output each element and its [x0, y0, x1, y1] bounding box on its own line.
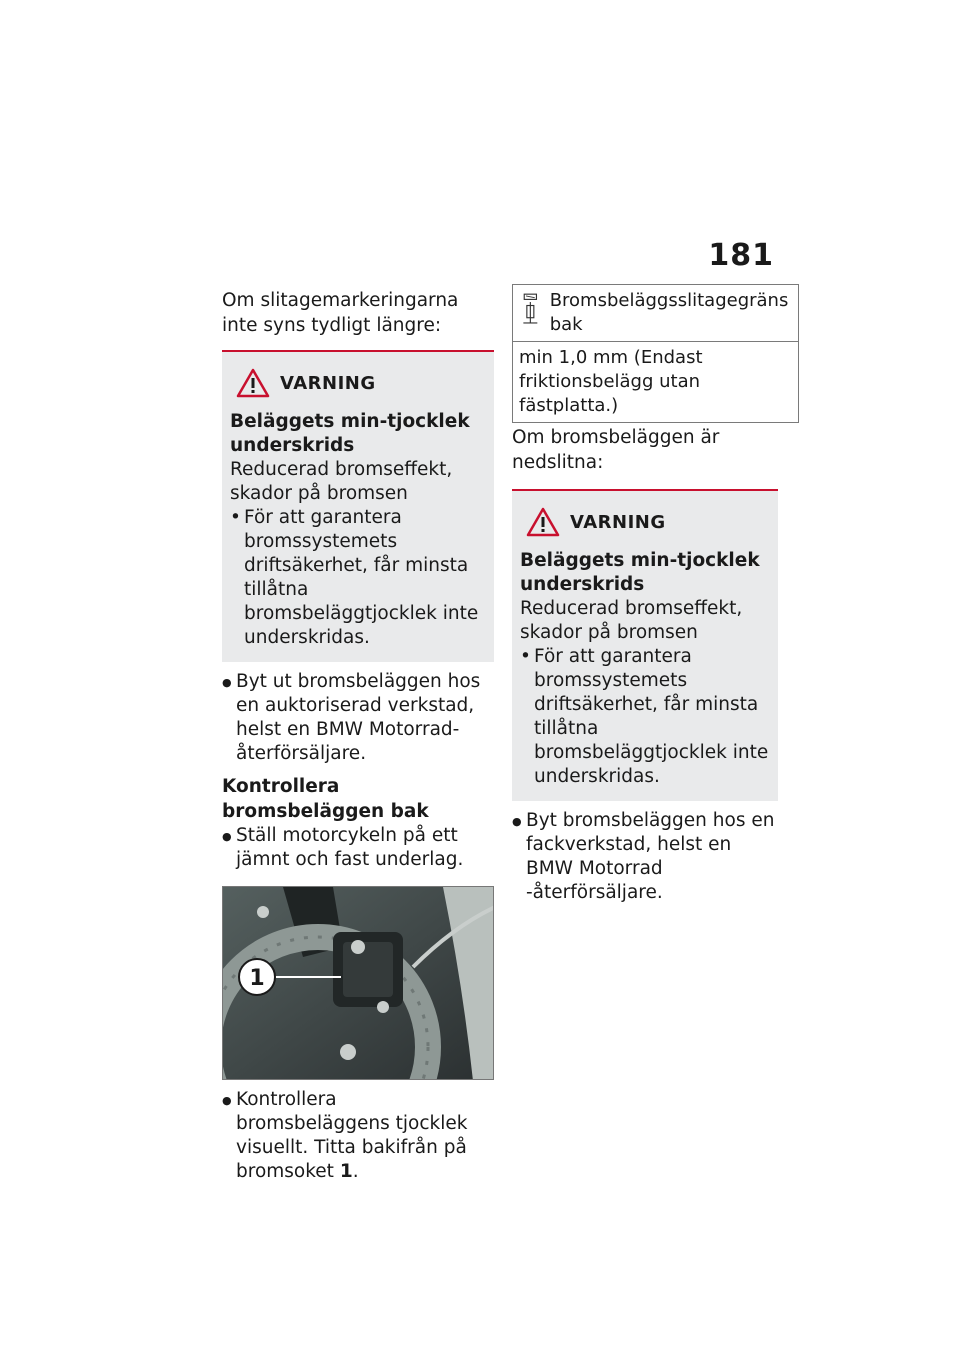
section-title: Kontrollera bromsbeläggen bak: [222, 776, 429, 822]
list-item: ● Byt bromsbeläggen hos en fackverkstad, helst en BMW Motorrad -återförsäljare.: [512, 809, 778, 905]
spec-value: min 1,0 mm (Endast friktionsbelägg utan fästplatta.): [519, 347, 703, 416]
brake-pad-wear-icon: [519, 289, 542, 329]
warning-text: Reducerad bromseffekt, skador på bromsen: [230, 459, 453, 504]
warning-box-right: [512, 489, 778, 801]
callout-reference: 1: [339, 1161, 353, 1182]
left-column: [222, 288, 494, 1192]
warning-item: • För att garantera bromssystemets driftsäkerhet, får minsta tillåtna bromsbeläggtjocklek inte underskridas.: [520, 645, 770, 789]
right-column: [512, 288, 789, 913]
spec-table: [512, 284, 799, 423]
list-item: ● Byt ut bromsbeläggen hos en auktoriserad verkstad, helst en BMW Motorrad-återförsäljare.: [222, 670, 494, 766]
brake-caliper-photo: [222, 886, 494, 1080]
warning-triangle-icon: [236, 368, 270, 398]
warning-text: Reducerad bromseffekt, skador på bromsen: [520, 598, 743, 643]
list-item-text: Kontrollera bromsbeläggens tjocklek visuellt. Titta bakifrån på bromsoket: [236, 1089, 468, 1182]
warning-heading: Beläggets min-tjocklek underskrids: [520, 550, 760, 595]
page-number: 181: [708, 238, 774, 273]
left-intro: Om slitagemarkeringarna inte syns tydligt längre:: [222, 290, 459, 336]
warning-triangle-icon: [526, 507, 560, 537]
spec-label: Bromsbeläggsslitagegräns bak: [549, 290, 789, 335]
warning-header: [230, 368, 486, 398]
list-item: ● Ställ motorcykeln på ett jämnt och fast underlag.: [222, 824, 494, 872]
warning-title: VARNING: [280, 372, 376, 394]
warning-box-left: [222, 350, 494, 662]
photo-callout-label: 1: [249, 966, 265, 991]
right-intro: Om bromsbeläggen är nedslitna:: [512, 427, 720, 473]
warning-item: • För att garantera bromssystemets driftsäkerhet, får minsta tillåtna bromsbeläggtjocklek inte underskridas.: [230, 506, 486, 650]
warning-header: [520, 507, 770, 537]
warning-heading: Beläggets min-tjocklek underskrids: [230, 411, 470, 456]
warning-title: VARNING: [570, 511, 666, 533]
list-item: ● Kontrollera bromsbeläggens tjocklek visuellt. Titta bakifrån på bromsoket 1.: [222, 1088, 494, 1184]
